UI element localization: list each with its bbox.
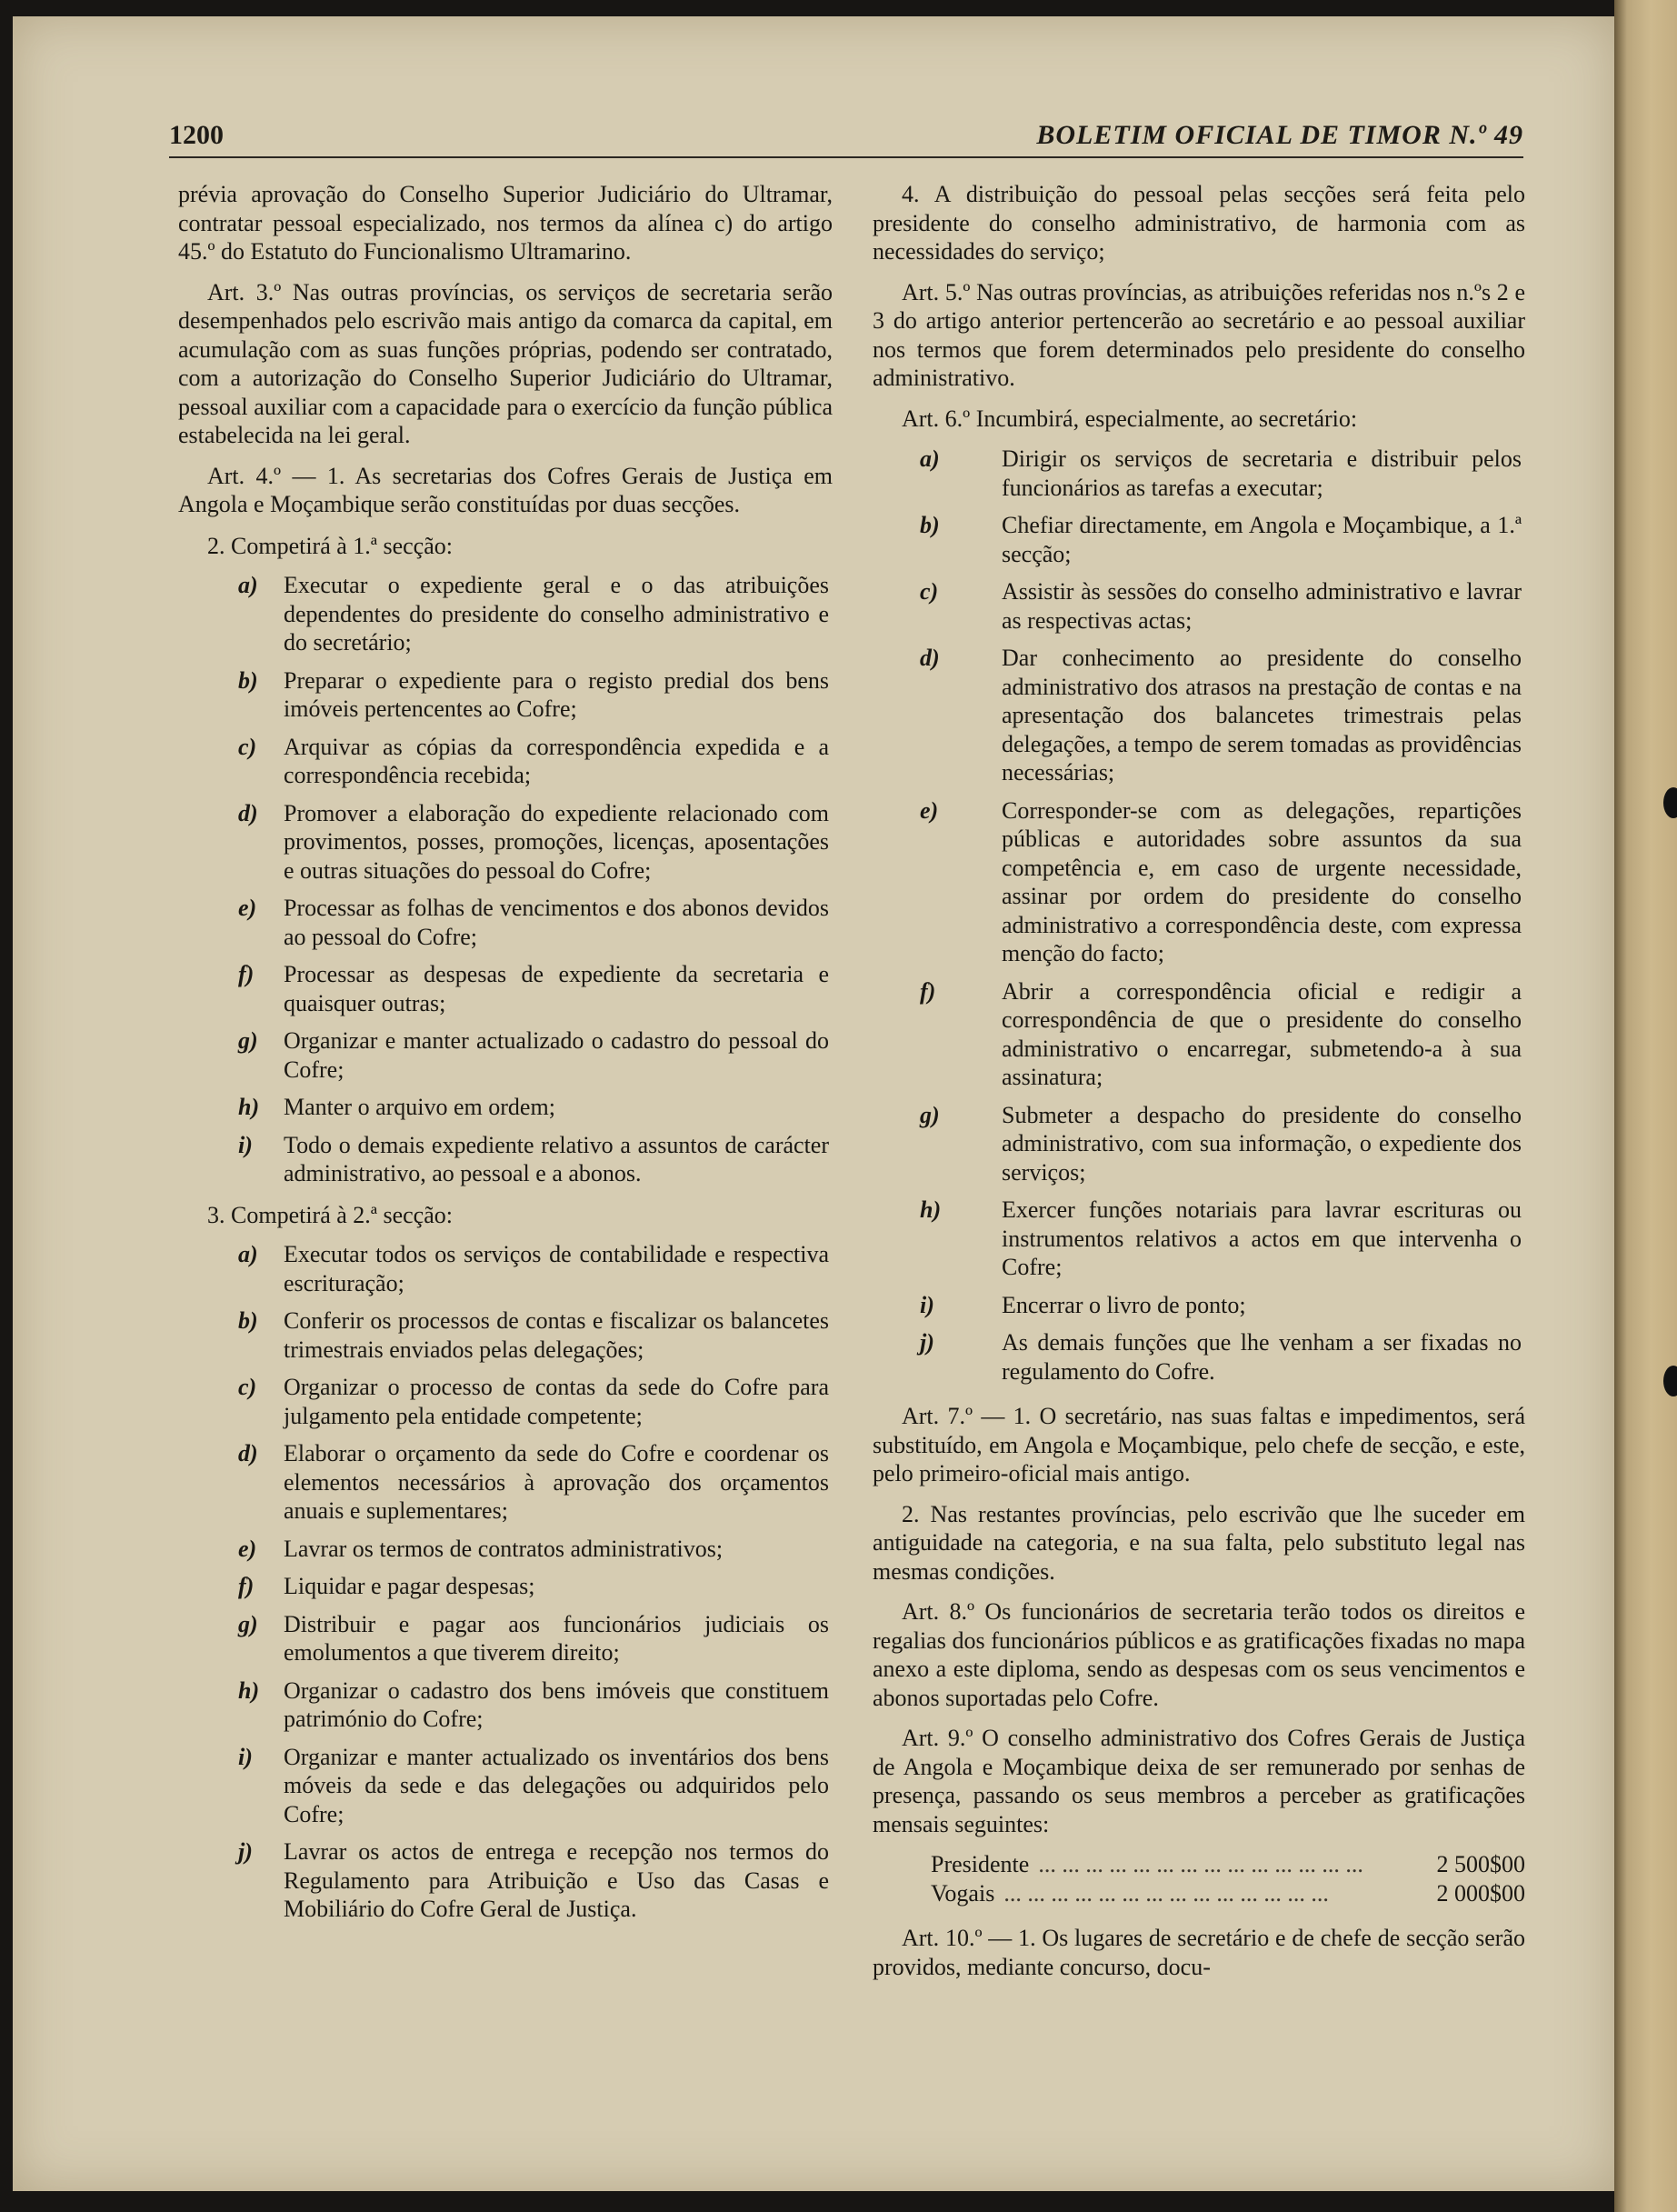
page-number: 1200: [169, 120, 224, 150]
list-item: [178, 571, 833, 657]
article-8: Art. 8.º Os funcionários de secretaria terão todos os direitos e regalias dos funcionários públicos e as gratificações fixadas no mapa anexo a este diploma, sendo as despesas com os seus vencimentos e abonos suportadas pelo Cofre.: [873, 1598, 1525, 1711]
item-text: Distribuir e pagar aos funcionários judiciais os emolumentos a que tiverem direito;: [284, 1610, 829, 1666]
salary-role: Presidente: [931, 1851, 1030, 1877]
list-item: [873, 445, 1525, 502]
item-letter: d): [920, 645, 940, 671]
item-text: Exercer funções notariais para lavrar escrituras ou instrumentos relativos a actos em que intervenha o Cofre;: [1002, 1196, 1522, 1280]
item-letter: h): [920, 1196, 942, 1223]
list-item: [178, 1026, 833, 1084]
item-text: Executar todos os serviços de contabilidade e respectiva escrituração;: [284, 1241, 829, 1296]
item-text: Elaborar o orçamento da sede do Cofre e coordenar os elementos necessários à aprovação dos orçamentos anuais e suplementares;: [284, 1440, 829, 1524]
paragraph-4: 4. A distribuição do pessoal pelas secções será feita pelo presidente do conselho administrativo, de harmonia com as necessidades do serviço;: [873, 181, 1525, 265]
article-7-2: 2. Nas restantes províncias, pelo escrivão que lhe suceder em antiguidade na categoria, e na sua falta, pelo substituto legal nas mesmas condições.: [873, 1500, 1525, 1585]
list-item: [873, 511, 1525, 568]
salary-amount: 2 000$00: [1436, 1879, 1525, 1907]
list-item: [178, 1306, 833, 1364]
list-item: [178, 1093, 833, 1122]
item-letter: f): [920, 977, 936, 1005]
item-text: Conferir os processos de contas e fiscalizar os balancetes trimestrais enviados pelas delegações;: [284, 1307, 829, 1363]
item-letter: g): [920, 1101, 940, 1128]
item-text: Processar as despesas de expediente da secretaria e quaisquer outras;: [284, 961, 829, 1016]
salary-list: [873, 1850, 1525, 1907]
item-text: Organizar o cadastro dos bens imóveis que constituem património do Cofre;: [284, 1677, 829, 1732]
item-letter: g): [238, 1610, 258, 1637]
list-item: [178, 799, 833, 886]
article-9: Art. 9.º O conselho administrativo dos Cofres Gerais de Justiça de Angola e Moçambique deixa de ser remunerado por senhas de presença, passando os seus membros a perceber as gratificações mensais seguintes:: [873, 1725, 1525, 1837]
item-text: Abrir a correspondência oficial e redigir a correspondência de que o presidente do conselho administrativo o encarregar, submetendo-a à sua assinatura;: [1002, 977, 1522, 1090]
list-item: [178, 894, 833, 951]
section-1-heading: 2. Competirá à 1.ª secção:: [207, 532, 453, 559]
article-7-1: Art. 7.º — 1. O secretário, nas suas faltas e impedimentos, será substituído, em Angola e Moçambique, pelo chefe de secção, e este, pelo primeiro-oficial mais antigo.: [873, 1403, 1525, 1486]
list-item: [178, 1439, 833, 1526]
item-text: Organizar o processo de contas da sede do Cofre para julgamento pela entidade competente;: [284, 1374, 829, 1429]
item-letter: c): [920, 578, 939, 605]
list-item: [873, 1101, 1525, 1187]
list-item: [178, 733, 833, 790]
item-text: Organizar e manter actualizado o cadastro do pessoal do Cofre;: [284, 1027, 829, 1083]
item-letter: j): [920, 1329, 934, 1356]
item-text: Lavrar os termos de contratos administrativos;: [284, 1535, 724, 1562]
item-letter: h): [238, 1094, 260, 1120]
item-letter: a): [920, 445, 940, 472]
item-text: Dar conhecimento ao presidente do conselho administrativo dos atrasos na prestação de contas e na apresentação dos balancetes trimestrais pelas delegações, a tempo de serem tomadas as providências necessárias;: [1002, 645, 1522, 786]
list-item: [178, 666, 833, 724]
item-text: Promover a elaboração do expediente relacionado com provimentos, posses, promoções, licenças, aposentações e outras situações do pessoal do Cofre;: [284, 799, 829, 884]
list-item: [873, 577, 1525, 635]
item-text: Dirigir os serviços de secretaria e distribuir pelos funcionários as tarefas a executar;: [1002, 445, 1522, 501]
salary-row: [873, 1850, 1525, 1879]
item-letter: f): [238, 1573, 255, 1599]
item-text: Preparar o expediente para o registo predial dos bens imóveis pertencentes ao Cofre;: [284, 666, 829, 722]
item-text: Corresponder-se com as delegações, repartições públicas e autoridades sobre assuntos da sua competência e, em caso de urgente necessidade, assinar por ordem do presidente do conselho administrativo a correspondência deste, com expressa menção do facto;: [1002, 796, 1522, 966]
item-text: Manter o arquivo em ordem;: [284, 1094, 555, 1120]
article-5: Art. 5.º Nas outras províncias, as atribuições referidas nos n.ºs 2 e 3 do artigo anterior pertencerão ao secretário e ao pessoal auxiliar nos termos que forem determinados pelo presidente do conselho administrativo.: [873, 278, 1525, 391]
item-text: Arquivar as cópias da correspondência expedida e a correspondência recebida;: [284, 733, 829, 788]
item-letter: c): [238, 1374, 257, 1400]
item-letter: j): [238, 1838, 253, 1865]
item-text: Processar as folhas de vencimentos e dos abonos devidos ao pessoal do Cofre;: [284, 895, 829, 950]
item-text: Lavrar os actos de entrega e recepção nos termos do Regulamento para Atribuição e Uso das Casas e Mobiliário do Cofre Geral de Justiça.: [284, 1838, 829, 1922]
section-2-list: [178, 1240, 833, 1924]
item-letter: g): [238, 1027, 258, 1054]
item-letter: a): [238, 572, 258, 598]
item-letter: i): [238, 1743, 253, 1770]
list-item: [178, 1572, 833, 1601]
item-letter: a): [238, 1241, 258, 1267]
item-letter: c): [238, 733, 257, 760]
list-item: [178, 1610, 833, 1667]
item-letter: b): [238, 666, 258, 694]
dot-leader: [1038, 1850, 1427, 1879]
item-letter: b): [238, 1307, 258, 1334]
article-3: Art. 3.º Nas outras províncias, os serviços de secretaria serão desempenhados pelo escrivão mais antigo da comarca da capital, em acumulação com as suas funções próprias, podendo ser contratado, com a autorização do Conselho Superior Judiciário do Ultramar, pessoal auxiliar com a capacidade para o exercício da função pública estabelecida na lei geral.: [178, 278, 833, 448]
paragraph-continuation: prévia aprovação do Conselho Superior Judiciário do Ultramar, contratar pessoal especializado, nos termos da alínea c) do artigo 45.º do Estatuto do Funcionalismo Ultramarino.: [178, 181, 833, 265]
item-text: Todo o demais expediente relativo a assuntos de carácter administrativo, ao pessoal e a abonos.: [284, 1131, 829, 1186]
list-item: [178, 1240, 833, 1297]
item-text: Executar o expediente geral e o das atribuições dependentes do presidente do conselho administrativo e do secretário;: [284, 572, 829, 656]
section-2-heading: 3. Competirá à 2.ª secção:: [207, 1201, 453, 1228]
article-10: Art. 10.º — 1. Os lugares de secretário e de chefe de secção serão providos, mediante concurso, docu-: [873, 1925, 1525, 1980]
item-letter: e): [238, 1535, 257, 1562]
item-letter: d): [238, 1440, 258, 1466]
item-letter: i): [920, 1291, 934, 1318]
adjacent-page-edge: [1614, 0, 1677, 2212]
item-text: Encerrar o livro de ponto;: [1002, 1291, 1246, 1318]
list-item: [873, 796, 1525, 968]
list-item: [873, 1291, 1525, 1320]
dot-leader: [1003, 1879, 1427, 1908]
item-text: Submeter a despacho do presidente do conselho administrativo, com sua informação, o expediente dos serviços;: [1002, 1101, 1522, 1186]
right-column: [873, 180, 1525, 1993]
binder-hole: [1663, 787, 1677, 818]
list-item: [178, 1743, 833, 1829]
item-letter: i): [238, 1131, 253, 1158]
binder-hole: [1663, 1366, 1677, 1396]
article-6: Art. 6.º Incumbirá, especialmente, ao secretário:: [902, 405, 1358, 432]
item-text: Organizar e manter actualizado os inventários dos bens móveis da sede e das delegações ou adquiridos pelo Cofre;: [284, 1743, 829, 1827]
list-item: [873, 1196, 1525, 1282]
list-item: [873, 977, 1525, 1092]
list-item: [873, 644, 1525, 787]
article-6-list: [873, 445, 1525, 1386]
list-item: [178, 1373, 833, 1430]
item-letter: d): [238, 799, 258, 826]
list-item: [178, 1837, 833, 1924]
item-letter: f): [238, 961, 255, 987]
page-header: [169, 115, 1523, 158]
list-item: [178, 1677, 833, 1734]
journal-title: BOLETIM OFICIAL DE TIMOR N.º 49: [1036, 120, 1523, 150]
section-1-list: [178, 571, 833, 1188]
salary-role: Vogais: [931, 1879, 995, 1907]
salary-row: [873, 1879, 1525, 1908]
item-letter: e): [920, 796, 939, 824]
list-item: [178, 1131, 833, 1188]
salary-amount: 2 500$00: [1436, 1851, 1525, 1877]
article-4: Art. 4.º — 1. As secretarias dos Cofres Gerais de Justiça em Angola e Moçambique serão constituídas por duas secções.: [178, 462, 833, 517]
item-text: Liquidar e pagar despesas;: [284, 1573, 535, 1599]
item-text: Chefiar directamente, em Angola e Moçambique, a 1.ª secção;: [1002, 512, 1522, 567]
item-letter: h): [238, 1677, 260, 1704]
item-text: Assistir às sessões do conselho administrativo e lavrar as respectivas actas;: [1002, 578, 1522, 634]
list-item: [178, 960, 833, 1017]
item-text: As demais funções que lhe venham a ser fixadas no regulamento do Cofre.: [1002, 1329, 1522, 1385]
left-column: [178, 180, 833, 1933]
item-letter: e): [238, 895, 257, 921]
item-letter: b): [920, 512, 940, 538]
list-item: [873, 1328, 1525, 1386]
list-item: [178, 1535, 833, 1564]
